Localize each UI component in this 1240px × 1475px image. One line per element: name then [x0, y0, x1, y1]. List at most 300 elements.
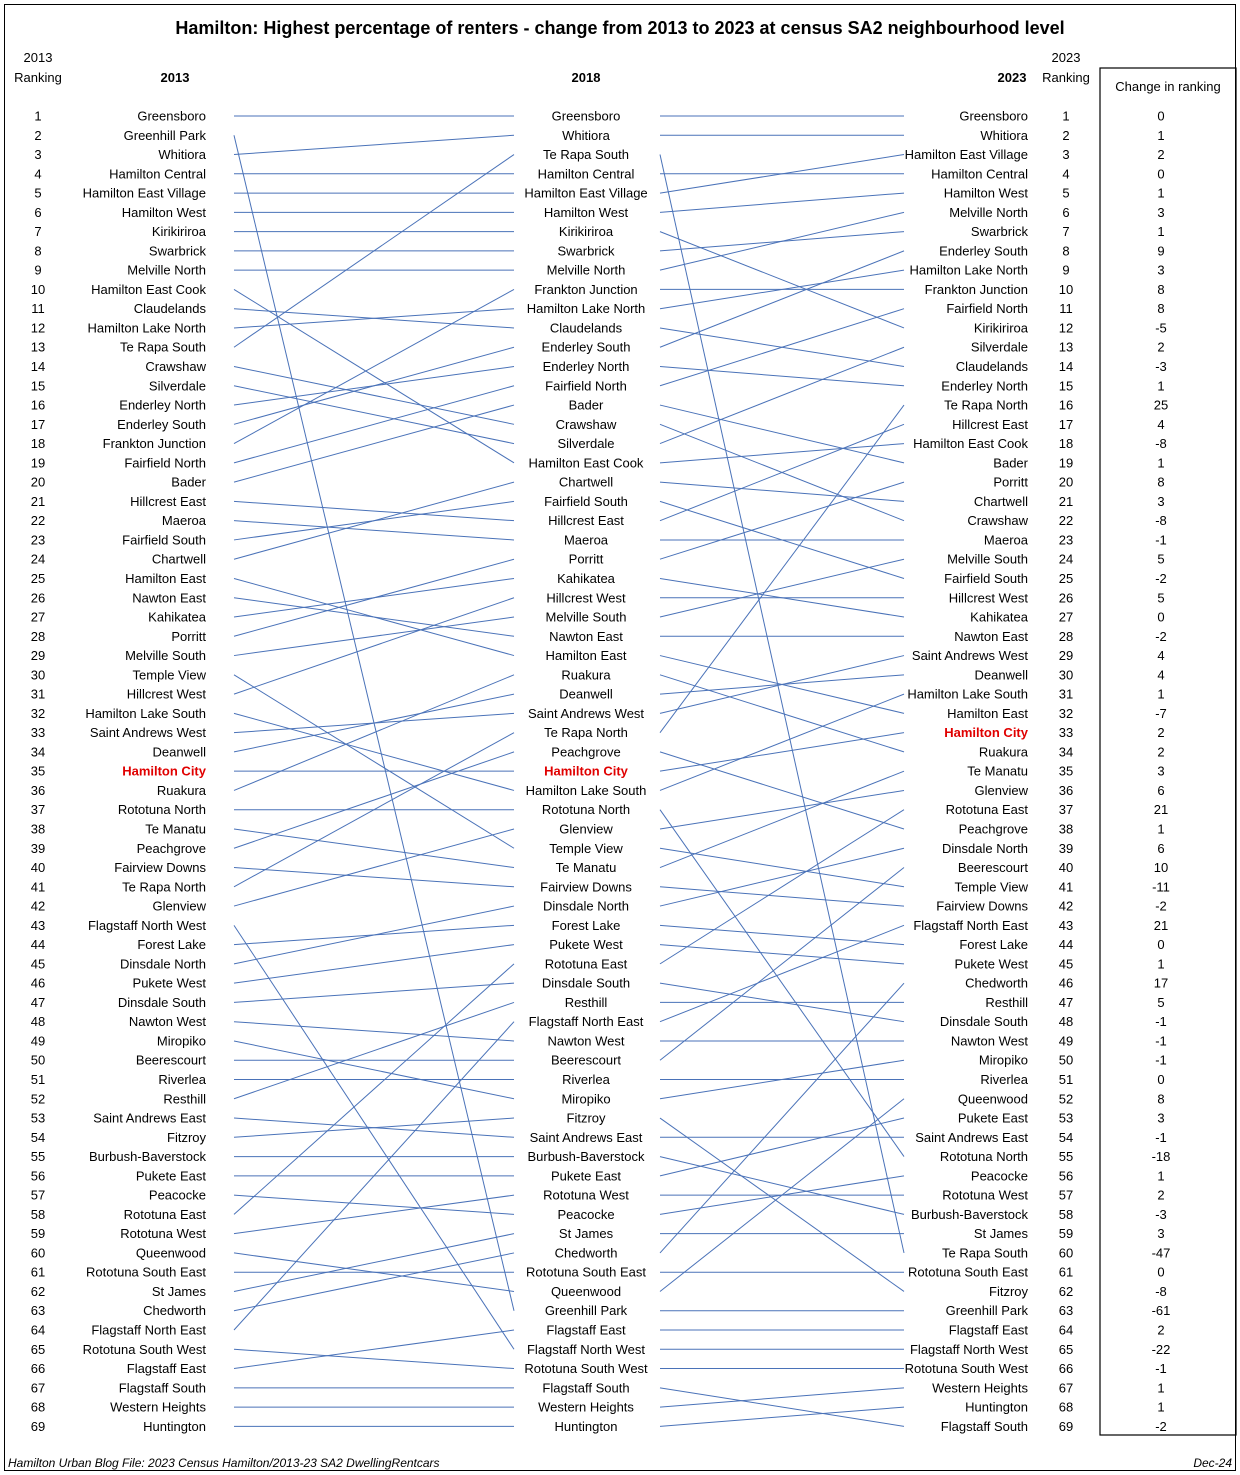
rank-2013: 58 [30, 1206, 46, 1222]
label-2018: Huntington [554, 1418, 618, 1434]
label-2013: Hamilton East Village [82, 185, 206, 201]
connector-line [660, 983, 904, 1253]
rank-2023: 65 [1058, 1341, 1074, 1357]
label-2018: Peacocke [557, 1206, 615, 1222]
label-2013: Hamilton East Cook [91, 281, 206, 297]
label-2013: Greenhill Park [123, 127, 206, 143]
connector-line [660, 405, 904, 733]
connector-line [234, 829, 514, 906]
label-2018: Whitiora [562, 127, 610, 143]
label-2023: Resthill [985, 994, 1028, 1010]
change-value: 1 [1157, 1399, 1165, 1415]
rank-2013: 24 [30, 551, 46, 567]
label-2013: Burbush-Baverstock [88, 1149, 206, 1165]
rank-2023: 20 [1058, 474, 1074, 490]
rank-2013: 34 [30, 744, 46, 760]
label-2023: Silverdale [970, 339, 1028, 355]
label-2023: Hamilton East Village [904, 147, 1028, 163]
label-2013: Melville North [127, 262, 206, 278]
change-value: 8 [1157, 1091, 1165, 1107]
label-2018: Hamilton Lake North [526, 301, 646, 317]
label-2018: Flagstaff South [542, 1380, 630, 1396]
rank-2023: 68 [1058, 1399, 1074, 1415]
label-2018: Hamilton Lake South [525, 782, 647, 798]
rank-2023: 15 [1058, 378, 1074, 394]
label-2023: Rototuna South West [904, 1361, 1028, 1377]
change-value: -1 [1155, 1014, 1167, 1030]
label-2013: Te Rapa North [122, 879, 206, 895]
label-2018: Rototuna North [541, 802, 631, 818]
label-2023: Fairfield South [944, 570, 1028, 586]
rank-2023: 14 [1058, 359, 1074, 375]
rank-2023: 29 [1058, 648, 1074, 664]
rank-2023: 57 [1058, 1187, 1074, 1203]
rank-2013: 44 [30, 937, 46, 953]
rank-2013: 8 [34, 243, 42, 259]
label-2018: Melville North [546, 262, 626, 278]
label-2023: Kahikatea [970, 609, 1028, 625]
rank-2013: 2 [34, 127, 42, 143]
rank-2013: 23 [30, 532, 46, 548]
rank-2023: 19 [1058, 455, 1074, 471]
rank-2023: 52 [1058, 1091, 1074, 1107]
chart-title: Hamilton: Highest percentage of renters - change from 2013 to 2023 at census SA2 neighbourhood level [175, 18, 1065, 38]
label-2023: Flagstaff East [948, 1322, 1028, 1338]
label-2023: Beerescourt [957, 860, 1028, 876]
change-value: 0 [1157, 108, 1165, 124]
rank-2023: 32 [1058, 705, 1074, 721]
label-2023: Temple View [954, 879, 1028, 895]
label-2013: Dinsdale South [117, 994, 206, 1010]
label-2013: Fairfield North [124, 455, 206, 471]
label-2013: Nawton East [132, 590, 206, 606]
label-2018: Enderley South [541, 339, 631, 355]
change-value: 0 [1157, 937, 1165, 953]
label-2013: Flagstaff North West [87, 917, 206, 933]
rank-2023: 35 [1058, 763, 1074, 779]
change-value: 1 [1157, 686, 1165, 702]
label-2013: Flagstaff South [118, 1380, 206, 1396]
label-2018: Flagstaff North East [528, 1014, 644, 1030]
rank-2023: 31 [1058, 686, 1074, 702]
connector-line [660, 367, 904, 386]
rank-2013: 63 [30, 1303, 46, 1319]
rank-2023: 18 [1058, 436, 1074, 452]
label-2023: Rototuna West [942, 1187, 1028, 1203]
label-2018: Saint Andrews West [527, 705, 645, 721]
label-2023: Burbush-Baverstock [910, 1206, 1028, 1222]
label-2023: Pukete East [957, 1110, 1028, 1126]
label-2018: Western Heights [538, 1399, 634, 1415]
change-value: 5 [1157, 590, 1165, 606]
label-2018: Maeroa [563, 532, 609, 548]
change-value: -8 [1155, 513, 1167, 529]
label-2013: Hillcrest West [126, 686, 206, 702]
label-2013: Hamilton East [125, 570, 206, 586]
label-2013: Huntington [143, 1418, 206, 1434]
rank-2013: 56 [30, 1168, 46, 1184]
rank-2013: 25 [30, 570, 46, 586]
change-value: 1 [1157, 1168, 1165, 1184]
label-2018: Rototuna South East [526, 1264, 646, 1280]
change-value: 3 [1157, 204, 1165, 220]
connector-line [234, 1022, 514, 1041]
label-2013: Glenview [152, 898, 206, 914]
connector-line [660, 810, 904, 964]
label-2023: Deanwell [974, 667, 1028, 683]
connector-line [660, 1157, 904, 1215]
connector-line [660, 193, 904, 212]
label-2023: Te Rapa South [941, 1245, 1028, 1261]
rank-2023: 49 [1058, 1033, 1074, 1049]
label-2018: Beerescourt [550, 1052, 622, 1068]
change-value: -7 [1155, 705, 1167, 721]
label-2013: Swarbrick [148, 243, 206, 259]
connector-line [234, 482, 514, 559]
rank-2023: 28 [1058, 628, 1074, 644]
rank-2023: 33 [1058, 725, 1074, 741]
label-2018: Greenhill Park [544, 1303, 628, 1319]
change-value: 3 [1157, 763, 1165, 779]
rank-2023: 23 [1058, 532, 1074, 548]
rank-2023: 48 [1058, 1014, 1074, 1030]
rank-2023: 46 [1058, 975, 1074, 991]
rank-2013: 48 [30, 1014, 46, 1030]
col-2023-header: 2023 [997, 70, 1027, 85]
rank-2013: 65 [30, 1341, 46, 1357]
label-2013: Forest Lake [137, 937, 206, 953]
rank-2023: 55 [1058, 1149, 1074, 1165]
label-2018: Riverlea [562, 1072, 610, 1087]
label-2018: Kahikatea [557, 570, 615, 586]
change-value: 2 [1157, 1322, 1165, 1338]
connector-line [660, 771, 904, 867]
connector-line [660, 675, 904, 752]
rank-2023-header-line1: 2023 [1051, 50, 1081, 65]
label-2023: Miropiko [978, 1052, 1028, 1068]
label-2023: Melville South [947, 551, 1028, 567]
rank-2023: 40 [1058, 860, 1074, 876]
label-2018: Hamilton East [545, 648, 627, 664]
label-2023: Saint Andrews East [915, 1129, 1028, 1145]
label-2018: Enderley North [542, 359, 630, 375]
label-2013: Peacocke [148, 1187, 206, 1203]
label-2018: Fairview Downs [540, 879, 632, 895]
label-2013: Pukete West [132, 975, 206, 991]
change-value: 25 [1153, 397, 1169, 413]
change-column-box [1100, 68, 1236, 1435]
label-2023: Dinsdale South [939, 1014, 1028, 1030]
connector-line [234, 1234, 514, 1292]
connector-line [234, 521, 514, 540]
label-2018: Pukete West [549, 937, 623, 953]
rank-2023: 38 [1058, 821, 1074, 837]
label-2023: Peacocke [970, 1168, 1028, 1184]
connector-line [660, 925, 904, 944]
label-2023: Melville North [949, 204, 1028, 220]
connector-line [234, 868, 514, 887]
rank-2013: 69 [30, 1418, 46, 1434]
connector-line [234, 617, 514, 656]
label-2023: Hamilton City [944, 725, 1028, 741]
change-value: -1 [1155, 1129, 1167, 1145]
label-2018: Claudelands [549, 320, 623, 336]
label-2013: Saint Andrews East [93, 1110, 206, 1126]
label-2018: Rototuna South West [524, 1361, 648, 1377]
label-2013: Rototuna West [120, 1226, 206, 1242]
label-2018: Frankton Junction [534, 281, 638, 297]
change-value: -18 [1151, 1149, 1171, 1165]
label-2018: Porritt [568, 551, 604, 567]
label-2023: Rototuna East [945, 802, 1028, 818]
rank-2013: 9 [34, 262, 42, 278]
label-2013: Beerescourt [135, 1052, 206, 1068]
rank-2023: 54 [1058, 1129, 1074, 1145]
label-2018: Bader [568, 397, 604, 413]
change-value: 3 [1157, 262, 1165, 278]
label-2013: Enderley North [119, 397, 206, 413]
label-2023: Hamilton East [947, 705, 1028, 721]
connector-line [234, 1041, 514, 1099]
change-value: -22 [1151, 1341, 1171, 1357]
label-2023: Flagstaff North West [909, 1341, 1028, 1357]
rank-2013: 6 [34, 204, 42, 220]
connector-line [660, 347, 904, 443]
label-2023: Hillcrest West [948, 590, 1028, 606]
connector-line [660, 1388, 904, 1407]
rank-2013: 20 [30, 474, 46, 490]
change-value: 17 [1153, 975, 1169, 991]
connector-line [234, 964, 514, 1215]
connector-line [234, 405, 514, 482]
connector-line [660, 925, 904, 1021]
rank-2013: 61 [30, 1264, 46, 1280]
label-2018: Rototuna West [543, 1187, 629, 1203]
label-2018: Dinsdale North [543, 898, 629, 914]
rank-2013: 59 [30, 1226, 46, 1242]
rank-2013: 46 [30, 975, 46, 991]
rank-2013: 26 [30, 590, 46, 606]
label-2023: Kirikiriroa [973, 320, 1028, 336]
connector-line [660, 559, 904, 617]
label-2023: Enderley North [941, 378, 1028, 394]
label-2013: Temple View [132, 667, 206, 683]
rank-2013: 22 [30, 513, 46, 529]
label-2018: Greensboro [551, 108, 621, 124]
label-2018: Te Rapa North [544, 725, 628, 741]
rank-2013: 33 [30, 725, 46, 741]
rank-2023: 7 [1062, 224, 1070, 240]
change-value: 1 [1157, 956, 1165, 972]
label-2013: Hamilton Lake South [85, 705, 206, 721]
label-2013: Rototuna North [117, 802, 206, 818]
label-2018: Te Manatu [555, 860, 617, 876]
connector-line [234, 983, 514, 1002]
rank-2013: 42 [30, 898, 46, 914]
label-2023: Hamilton Lake South [907, 686, 1028, 702]
rank-2013: 67 [30, 1380, 46, 1396]
connector-line [234, 752, 514, 848]
connector-line [234, 559, 514, 636]
rank-2023: 44 [1058, 937, 1074, 953]
rank-2023: 22 [1058, 513, 1074, 529]
label-2013: Peachgrove [136, 840, 206, 856]
label-2013: Miropiko [156, 1033, 206, 1049]
change-header: Change in ranking [1115, 79, 1221, 94]
label-2013: Flagstaff North East [91, 1322, 206, 1338]
label-2013: Hamilton Central [109, 166, 206, 182]
label-2018: Fitzroy [566, 1110, 606, 1126]
label-2018: Dinsdale South [541, 975, 631, 991]
label-2023: Fairfield North [946, 301, 1028, 317]
rank-2023: 39 [1058, 840, 1074, 856]
rank-2023: 51 [1058, 1072, 1074, 1087]
connector-line [660, 444, 904, 463]
label-2013: Rototuna South East [86, 1264, 206, 1280]
label-2013: Melville South [125, 648, 206, 664]
label-2018: Hillcrest West [546, 590, 626, 606]
change-value: 3 [1157, 493, 1165, 509]
connector-line [234, 829, 514, 868]
rank-2013: 17 [30, 416, 46, 432]
change-value: -1 [1155, 1033, 1167, 1049]
label-2013: Fitzroy [167, 1129, 206, 1145]
rank-2013: 3 [34, 147, 42, 163]
rank-2023: 60 [1058, 1245, 1074, 1261]
change-value: 2 [1157, 1187, 1165, 1203]
rank-2013: 28 [30, 628, 46, 644]
label-2013: Bader [171, 474, 206, 490]
label-2013: Pukete East [135, 1168, 206, 1184]
label-2023: Greenhill Park [945, 1303, 1028, 1319]
change-value: 0 [1157, 1072, 1165, 1087]
label-2013: Crawshaw [145, 359, 206, 375]
label-2023: Chedworth [965, 975, 1028, 991]
rank-2023: 36 [1058, 782, 1074, 798]
connector-line [660, 1118, 904, 1291]
rank-2013: 36 [30, 782, 46, 798]
row-labels [31, 109, 1171, 1434]
label-2013: Flagstaff East [126, 1361, 206, 1377]
rank-2023: 47 [1058, 994, 1074, 1010]
label-2018: Hamilton City [544, 763, 628, 779]
rank-2013: 52 [30, 1091, 46, 1107]
change-value: 4 [1157, 648, 1165, 664]
change-value: -61 [1151, 1303, 1171, 1319]
rank-2023: 24 [1058, 551, 1074, 567]
connector-line [234, 1330, 514, 1369]
change-value: 0 [1157, 609, 1165, 625]
label-2023: Glenview [974, 782, 1028, 798]
connector-line [660, 1118, 904, 1176]
rank-2023: 43 [1058, 917, 1074, 933]
change-value: -2 [1155, 628, 1167, 644]
change-value: 3 [1157, 1110, 1165, 1126]
rank-2023: 13 [1058, 339, 1074, 355]
rank-2013: 31 [30, 686, 46, 702]
connector-line [234, 675, 514, 848]
label-2018: Deanwell [559, 686, 613, 702]
rank-2023: 26 [1058, 590, 1074, 606]
change-value: -2 [1155, 1418, 1167, 1434]
connector-line [660, 752, 904, 829]
change-value: 0 [1157, 1264, 1165, 1280]
change-value: 1 [1157, 185, 1165, 201]
rank-2023: 66 [1058, 1361, 1074, 1377]
change-value: 2 [1157, 339, 1165, 355]
connector-line [234, 386, 514, 463]
label-2023: Fairview Downs [936, 898, 1028, 914]
connector-line [660, 212, 904, 270]
label-2023: Whitiora [980, 127, 1028, 143]
rank-2013: 16 [30, 397, 46, 413]
label-2023: Flagstaff South [940, 1418, 1028, 1434]
label-2023: Hamilton Lake North [909, 262, 1028, 278]
rank-2013: 38 [30, 821, 46, 837]
rank-2013: 13 [30, 339, 46, 355]
label-2023: Forest Lake [959, 937, 1028, 953]
label-2018: Saint Andrews East [529, 1129, 643, 1145]
label-2013: Kirikiriroa [151, 224, 206, 240]
label-2013: Saint Andrews West [89, 725, 206, 741]
label-2013: Kahikatea [148, 609, 206, 625]
label-2013: Nawton West [128, 1014, 206, 1030]
rank-2013: 15 [30, 378, 46, 394]
rank-2013: 53 [30, 1110, 46, 1126]
connector-line [660, 251, 904, 347]
rank-2023: 67 [1058, 1380, 1074, 1396]
label-2018: Fairfield South [544, 493, 628, 509]
connector-line [234, 945, 514, 984]
connector-line [660, 733, 904, 772]
rank-2023: 25 [1058, 570, 1074, 586]
connector-line [234, 1195, 514, 1234]
label-2018: Queenwood [550, 1283, 622, 1299]
connector-line [234, 367, 514, 425]
label-2023: St James [973, 1226, 1028, 1242]
label-2023: Te Manatu [967, 763, 1028, 779]
label-2023: Frankton Junction [924, 281, 1028, 297]
rank-2013: 12 [30, 320, 46, 336]
rank-2023: 50 [1058, 1052, 1074, 1068]
label-2013: Maeroa [161, 513, 206, 529]
rank-2023: 17 [1058, 416, 1074, 432]
change-value: 1 [1157, 821, 1165, 837]
label-2013: Hamilton West [121, 204, 206, 220]
change-value: 9 [1157, 243, 1165, 259]
footer-source: Hamilton Urban Blog File: 2023 Census Hamilton/2013-23 SA2 DwellingRentcars [8, 1456, 440, 1470]
connector-line [234, 598, 514, 694]
rank-2013: 41 [30, 879, 46, 895]
label-2023: Hamilton East Cook [913, 436, 1028, 452]
label-2018: Hamilton Central [537, 166, 635, 182]
connector-line [660, 848, 904, 887]
label-2023: Dinsdale North [942, 840, 1028, 856]
rank-2013: 37 [30, 802, 46, 818]
change-value: 6 [1157, 782, 1165, 798]
rank-2013: 60 [30, 1245, 46, 1261]
label-2018: Hillcrest East [548, 513, 624, 529]
change-value: 1 [1157, 1380, 1165, 1396]
label-2023: Rototuna North [939, 1149, 1028, 1165]
label-2013: Chedworth [143, 1303, 206, 1319]
rank-2013: 14 [30, 359, 46, 375]
label-2023: Peachgrove [958, 821, 1028, 837]
connector-line [660, 482, 904, 559]
change-value: -8 [1155, 436, 1167, 452]
rank-2023: 53 [1058, 1110, 1074, 1126]
label-2023: Pukete West [954, 956, 1028, 972]
